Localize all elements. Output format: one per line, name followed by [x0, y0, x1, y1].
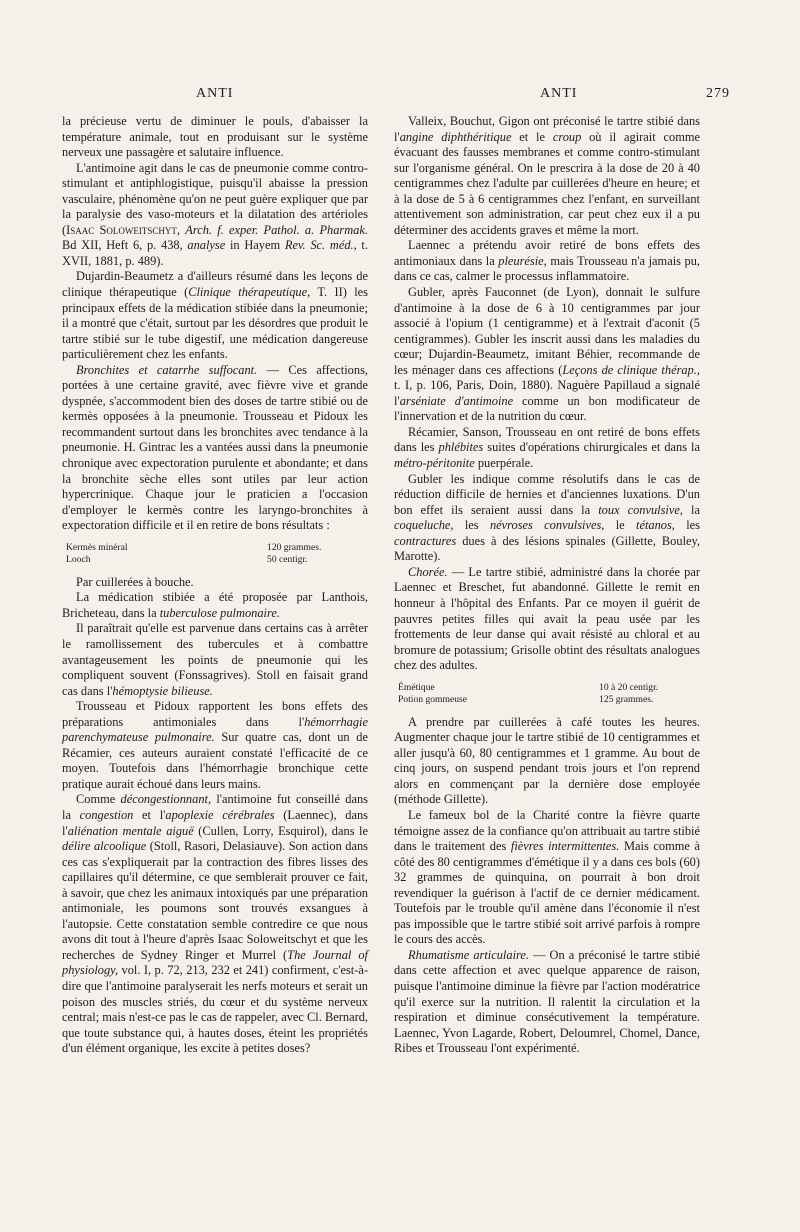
ingredient-name: Kermès minéral [66, 541, 128, 553]
paragraph: Valleix, Bouchut, Gigon ont préconisé le tartre stibié dans l'angine diphthéritique et le croup où il agirait comme évacuant des fausses membranes et comme contro-stimulant sur l'organisme général. On le prescrira à la dose de 20 à 40 centigrammes chez l'adulte par cuillerées d'heure en heure; et à la dose de 5 à 6 centigrammes chez l'enfant, en surveillant attentivement son administration, car peut chez eux il a pu déterminer des accidents graves et même la mort. [394, 114, 700, 237]
paragraph: Le fameux bol de la Charité contre la fièvre quarte témoigne assez de la confiance qu'on attribuait au tartre stibié dans le traitement des fièvres intermittentes. Mais comme à côté des 80 centigrammes d'émétique il y a dans ces bols (60) 32 grammes de quinquina, on pourrait à bon droit revendiquer la guérison à l'actif de ce dernier médicament. Toutefois par le trouble qu'il amène dans l'économie il n'est pas impossible que le tartre stibié soit arrivé parfois à rompre le cours des accès. [394, 807, 700, 947]
ingredient-name: Looch [66, 553, 91, 565]
ingredient-name: Potion gommeuse [398, 693, 468, 705]
paragraph: Il paraîtrait qu'elle est parvenue dans certains cas à arrêter le ramollissement des tubercules et à combattre avantageusement les points de pneumonie qui les compliquent souvent (Fonssagrives). Stoll en faisait grand cas dans l'hémoptysie bilieuse. [62, 621, 368, 698]
paragraph: Chorée. — Le tartre stibié, administré dans la chorée par Laennec et Breschet, fut abandonné. Gillette le remit en honneur à l'hôpital des Enfants. Par ce moyen il guérit de pauvres petites filles qui avait la peau usée par les frottements de leur danse qui avait résisté au chloral et au bromure de potassium; Grisolle obtint des résultats analogues chez des adultes. [394, 564, 700, 673]
author-name: Isaac Soloweitschyt [66, 222, 177, 237]
running-head-left: ANTI [196, 86, 234, 101]
journal-title: Arch. f. exper. Pathol. a. Pharmak. [185, 222, 368, 237]
prescription-table [62, 542, 368, 566]
paragraph: Gubler les indique comme résolutifs dans le cas de réduction difficile de hernies et d'anciennes luxations. D'un bon effet ils seraient aussi dans la toux convulsive, la coqueluche, les névroses convulsives, le tétanos, les contractures dues à des lésions spinales (Gillette, Bouley, Marotte). [394, 471, 700, 564]
prescription-row [394, 694, 700, 706]
paragraph: Comme décongestionnant, l'antimoine fut conseillé dans la congestion et l'apoplexie cérébrales (Laennec), dans l'aliénation mentale aiguë (Cullen, Lorry, Esquirol), dans le délire alcoolique (Stoll, Rasori, Delasiauve). Son action dans ces cas s'expliquerait par la contraction des fibres lisses des capillaires qu'il détermine, ce que semblerait prouver ce fait, à savoir, que chez les animaux intoxiqués par une préparation antimoniale, les poumons sont trouvés exsangues à l'autopsie. Cette constatation semble contredire ce que nous avons dit tout à l'heure d'après Isaac Soloweitschyt et que les recherches de Sydney Ringer et Murrel (The Journal of physiology, vol. I, p. 72, 213, 232 et 241) confirment, c'est-à-dire que l'antimoine paralyserait les nerfs moteurs et serait un poison des muscles striés, du cœur et du système nerveux central; mais n'est-ce pas le cas de rappeler, avec Cl. Bernard, que toute substance qui, à hautes doses, éteint les propriétés d'un élément organique, les excite à petites doses? [62, 792, 369, 1056]
paragraph: La médication stibiée a été proposée par Lanthois, Bricheteau, dans la tuberculose pulmonaire. [62, 590, 368, 620]
ingredient-dose: 120 grammes. [267, 541, 322, 553]
section-heading: Chorée. [408, 564, 448, 579]
paragraph: Récamier, Sanson, Trousseau en ont retiré de bons effets dans les phlébites suites d'opérations chirurgicales et dans la métro-péritonite puerpérale. [394, 424, 700, 471]
paragraph: la précieuse vertu de diminuer le pouls, d'abaisser la température animale, tout en produisant sur le système nerveux une passagère et salutaire influence. [62, 114, 368, 160]
page-number: 279 [706, 86, 730, 101]
paragraph: A prendre par cuillerées à café toutes les heures. Augmenter chaque jour le tartre stibié de 10 centigrammes et aller jusqu'à 60, 80 centigrammes et 1 gramme. Au bout de cinq jours, on suspend pendant trois jours et l'on reprend alors en commençant par la dernière dose employée (méthode Gillette). [394, 714, 700, 807]
paragraph: Dujardin-Beaumetz a d'ailleurs résumé dans les leçons de clinique thérapeutique (Clinique thérapeutique, T. II) les principaux effets de la médication stibiée dans la pneumonie; il a montré que c'était, surtout par les désordres que produit le tartre stibié sur le tube digestif, une médication dangereuse particulièrement chez les enfants. [62, 269, 368, 362]
running-head-right: ANTI [540, 86, 578, 101]
paragraph: Laennec a prétendu avoir retiré de bons effets des antimoniaux dans la pleurésie, mais Trousseau n'a jamais pu, dans ce cas, calmer le processus inflammatoire. [394, 238, 700, 284]
paragraph: Par cuillerées à bouche. [76, 574, 194, 589]
prescription-table [394, 682, 700, 706]
section-heading: Rhumatisme articulaire. [408, 947, 529, 962]
ingredient-dose: 125 grammes. [599, 693, 654, 705]
left-column [62, 114, 368, 1057]
paragraph: Trousseau et Pidoux rapportent les bons effets des préparations antimoniales dans l'hémorrhagie parenchymateuse pulmonaire. Sur quatre cas, dont un de Récamier, ces auteurs auraient constaté l'efficacité de ce moyen. Toutefois dans l'hémorrhagie bronchique cette pratique aurait échoué dans leurs mains. [62, 699, 368, 791]
paragraph: Gubler, après Fauconnet (de Lyon), donnait le sulfure d'antimoine à la dose de 6 à 10 centigrammes par jour associé à l'opium (1 centigramme) et à l'extrait d'aconit (5 centigrammes). Gubler les inscrit aussi dans les maladies du cœur; Dujardin-Beaumetz, imitant Béhier, recommande de les ménager dans ces affections (Leçons de clinique thérap., t. I, p. 106, Paris, Doin, 1880). Naguère Papillaud a signalé l'arséniate d'antimoine comme un bon modificateur de l'innervation et de la nutrition du cœur. [394, 285, 700, 424]
right-column [394, 114, 700, 1057]
section-heading: Bronchites et catarrhe suffocant. [76, 362, 258, 377]
paragraph: Bronchites et catarrhe suffocant. — Ces affections, portées à une certaine gravité, avec fièvre vive et grande dyspnée, s'accommodent bien des doses de tartre stibié ou de kermès opposées à la pneumonie. Trousseau et Pidoux les recommandent surtout dans les bronchites avec tendance à la pneumonie. H. Gintrac les a vantées aussi dans la pneumonie chronique avec expectoration purulente et abondante; et dans la bronchite sèche elles sont utiles par leur action hypercrinique. Chaque jour le praticien a l'occasion d'employer le kermès contre les laryngo-bronchites à expectoration difficile et il en retire de bons résultats : [62, 362, 368, 533]
prescription-row [62, 554, 368, 566]
ingredient-dose: 10 à 20 centigr. [599, 681, 659, 693]
ingredient-name: Émétique [398, 681, 435, 693]
prescription-row [394, 682, 700, 694]
paragraph: Rhumatisme articulaire. — On a préconisé le tartre stibié dans cette affection et avec quelque apparence de raison, puisque l'antimoine diminue la fièvre par l'action modératrice qu'il exerce sur la nutrition. Il ralentit la circulation et la respiration et diminue consécutivement la température. Laennec, Yvon Lagarde, Robert, Deloumrel, Chomel, Dance, Ribes et Trousseau l'ont expérimenté. [394, 947, 700, 1056]
prescription-row [62, 542, 368, 554]
ingredient-dose: 50 centigr. [267, 553, 308, 565]
paragraph: L'antimoine agit dans le cas de pneumonie comme contro-stimulant et antiphlogistique, puisqu'il abaisse la pression vasculaire, phénomène qu'on ne peut guère expliquer que par la paralysie des vaso-moteurs et la dilatation des artérioles (Isaac Soloweitschyt, Arch. f. exper. Pathol. a. Pharmak. Bd XII, Heft 6, p. 438, analyse in Hayem Rev. Sc. méd., t. XVII, 1881, p. 489). [62, 160, 368, 268]
